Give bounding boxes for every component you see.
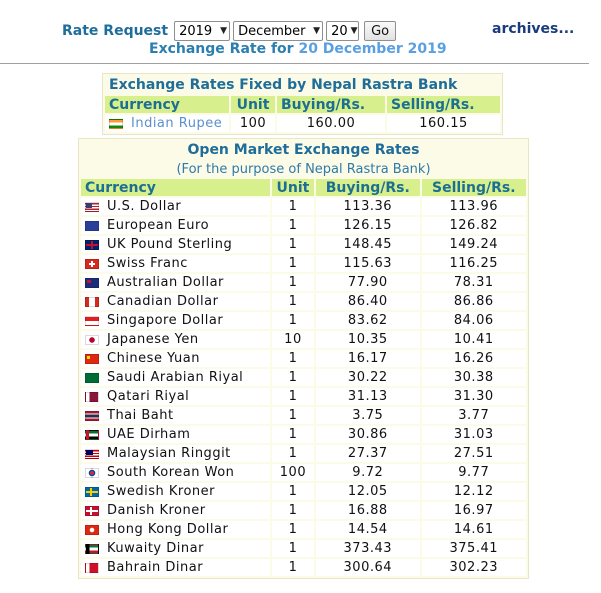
- table-row: [81, 521, 526, 538]
- selling-cell: 27.51: [422, 445, 526, 462]
- selling-cell: 31.03: [422, 426, 526, 443]
- selling-cell: 31.30: [422, 388, 526, 405]
- currency-cell: [81, 331, 270, 348]
- currency-cell: [81, 483, 270, 500]
- buying-cell: 86.40: [316, 293, 419, 310]
- unit-cell: 1: [272, 236, 314, 253]
- selling-cell: 84.06: [422, 312, 526, 329]
- table-row: [81, 198, 526, 215]
- flag-icon: [85, 411, 99, 421]
- fixed-rates-table: [102, 73, 503, 135]
- currency-cell: [81, 369, 270, 386]
- table-header-row: [105, 96, 500, 113]
- currency-name: Kuwaity Dinar: [107, 541, 204, 556]
- year-select[interactable]: [174, 21, 230, 41]
- selling-cell: 16.26: [422, 350, 526, 367]
- flag-icon: [85, 316, 99, 326]
- flag-icon: [85, 278, 99, 288]
- unit-cell: 1: [272, 198, 314, 215]
- india-flag-icon: [109, 119, 123, 129]
- currency-cell: [105, 115, 229, 132]
- selling-cell: 116.25: [422, 255, 526, 272]
- currency-name: UK Pound Sterling: [107, 237, 233, 252]
- currency-name: Canadian Dollar: [107, 294, 219, 309]
- buying-cell: 3.75: [316, 407, 419, 424]
- selling-cell: 113.96: [422, 198, 526, 215]
- subtitle-prefix: Exchange Rate for: [149, 41, 294, 57]
- page-subtitle: [149, 41, 447, 57]
- currency-cell: [81, 559, 270, 576]
- table-row: [81, 540, 526, 557]
- currency-cell: [81, 350, 270, 367]
- open-market-subtitle: (For the purpose of Nepal Rastra Bank): [176, 161, 431, 177]
- day-select[interactable]: [326, 21, 359, 41]
- buying-header: Buying/Rs.: [277, 96, 385, 113]
- flag-icon: [85, 221, 99, 231]
- unit-header: Unit: [272, 179, 314, 196]
- buying-cell: 373.43: [316, 540, 419, 557]
- table-row: [81, 312, 526, 329]
- flag-icon: [85, 449, 99, 459]
- flag-icon: [85, 487, 99, 497]
- currency-name: Swedish Kroner: [107, 484, 216, 499]
- table-row: [81, 369, 526, 386]
- buying-cell: 16.88: [316, 502, 419, 519]
- flag-icon: [85, 525, 99, 535]
- month-select[interactable]: [233, 21, 323, 41]
- buying-cell: 31.13: [316, 388, 419, 405]
- unit-cell: 1: [272, 217, 314, 234]
- currency-name: Bahrain Dinar: [107, 560, 204, 575]
- flag-icon: [85, 544, 99, 554]
- buying-cell: 148.45: [316, 236, 419, 253]
- flag-icon: [85, 335, 99, 345]
- currency-cell: [81, 426, 270, 443]
- buying-header: Buying/Rs.: [316, 179, 419, 196]
- currency-cell: [81, 236, 270, 253]
- chevron-down-icon: ▼: [313, 26, 321, 36]
- selling-cell: 160.15: [387, 115, 500, 132]
- currency-header: Currency: [81, 179, 270, 196]
- currency-cell: [81, 388, 270, 405]
- unit-cell: 1: [272, 388, 314, 405]
- indian-rupee-link[interactable]: Indian Rupee: [131, 116, 223, 131]
- selling-cell: 10.41: [422, 331, 526, 348]
- archives-link[interactable]: archives...: [492, 21, 575, 37]
- table-row: [105, 115, 500, 132]
- table-row: [81, 217, 526, 234]
- currency-cell: [81, 521, 270, 538]
- unit-cell: 1: [272, 369, 314, 386]
- buying-cell: 126.15: [316, 217, 419, 234]
- currency-cell: [81, 502, 270, 519]
- currency-name: Hong Kong Dollar: [107, 522, 229, 537]
- unit-cell: 10: [272, 331, 314, 348]
- table-row: [81, 274, 526, 291]
- currency-cell: [81, 540, 270, 557]
- currency-name: Saudi Arabian Riyal: [107, 370, 244, 385]
- subtitle-date: 20 December 2019: [298, 41, 447, 57]
- flag-icon: [85, 202, 99, 212]
- currency-name: Japanese Yen: [107, 332, 199, 347]
- divider: [0, 63, 589, 64]
- currency-name: South Korean Won: [107, 465, 235, 480]
- buying-cell: 30.86: [316, 426, 419, 443]
- table-row: [81, 350, 526, 367]
- selling-header: Selling/Rs.: [422, 179, 526, 196]
- currency-name: Malaysian Ringgit: [107, 446, 231, 461]
- month-select-value: December: [238, 23, 306, 39]
- selling-cell: 78.31: [422, 274, 526, 291]
- currency-name: UAE Dirham: [107, 427, 191, 442]
- selling-cell: 30.38: [422, 369, 526, 386]
- buying-cell: 115.63: [316, 255, 419, 272]
- currency-name: Chinese Yuan: [107, 351, 200, 366]
- selling-cell: 149.24: [422, 236, 526, 253]
- unit-cell: 1: [272, 293, 314, 310]
- table-row: [81, 445, 526, 462]
- chevron-down-icon: ▼: [350, 26, 358, 36]
- unit-cell: 1: [272, 350, 314, 367]
- buying-cell: 113.36: [316, 198, 419, 215]
- selling-header: Selling/Rs.: [387, 96, 500, 113]
- buying-cell: 83.62: [316, 312, 419, 329]
- buying-cell: 12.05: [316, 483, 419, 500]
- table-row: [81, 293, 526, 310]
- table-row: [81, 331, 526, 348]
- buying-cell: 16.17: [316, 350, 419, 367]
- flag-icon: [85, 259, 99, 269]
- unit-cell: 1: [272, 502, 314, 519]
- currency-name: European Euro: [107, 218, 210, 233]
- go-button[interactable]: Go: [364, 21, 396, 41]
- buying-cell: 30.22: [316, 369, 419, 386]
- flag-icon: [85, 373, 99, 383]
- currency-cell: [81, 198, 270, 215]
- selling-cell: 86.86: [422, 293, 526, 310]
- unit-cell: 100: [231, 115, 275, 132]
- flag-icon: [85, 297, 99, 307]
- currency-cell: [81, 255, 270, 272]
- buying-cell: 14.54: [316, 521, 419, 538]
- flag-icon: [85, 240, 99, 250]
- currency-name: Thai Baht: [107, 408, 174, 423]
- buying-cell: 160.00: [277, 115, 385, 132]
- selling-cell: 302.23: [422, 559, 526, 576]
- unit-cell: 1: [272, 255, 314, 272]
- table-row: [81, 388, 526, 405]
- unit-cell: 1: [272, 521, 314, 538]
- table-row: [81, 255, 526, 272]
- currency-cell: [81, 274, 270, 291]
- unit-cell: 1: [272, 426, 314, 443]
- buying-cell: 77.90: [316, 274, 419, 291]
- flag-icon: [85, 468, 99, 478]
- day-select-value: 20: [331, 23, 348, 39]
- buying-cell: 9.72: [316, 464, 419, 481]
- flag-icon: [85, 430, 99, 440]
- currency-name: U.S. Dollar: [107, 199, 182, 214]
- currency-cell: [81, 312, 270, 329]
- buying-cell: 300.64: [316, 559, 419, 576]
- currency-cell: [81, 293, 270, 310]
- currency-cell: [81, 407, 270, 424]
- selling-cell: 16.97: [422, 502, 526, 519]
- unit-cell: 100: [272, 464, 314, 481]
- currency-name: Danish Kroner: [107, 503, 206, 518]
- currency-name: Singapore Dollar: [107, 313, 224, 328]
- unit-cell: 1: [272, 312, 314, 329]
- rate-request-form: [62, 19, 396, 43]
- unit-cell: 1: [272, 540, 314, 557]
- unit-cell: 1: [272, 559, 314, 576]
- currency-cell: [81, 217, 270, 234]
- selling-cell: 14.61: [422, 521, 526, 538]
- unit-cell: 1: [272, 445, 314, 462]
- currency-name: Australian Dollar: [107, 275, 224, 290]
- buying-cell: 10.35: [316, 331, 419, 348]
- selling-cell: 12.12: [422, 483, 526, 500]
- unit-header: Unit: [231, 96, 275, 113]
- table-row: [81, 236, 526, 253]
- year-select-value: 2019: [179, 23, 213, 39]
- open-market-title: Open Market Exchange Rates: [187, 142, 420, 158]
- currency-cell: [81, 445, 270, 462]
- open-market-table: [78, 138, 529, 579]
- flag-icon: [85, 506, 99, 516]
- currency-header: Currency: [105, 96, 229, 113]
- currency-cell: [81, 464, 270, 481]
- fixed-rates-title: Exchange Rates Fixed by Nepal Rastra Bank: [109, 77, 458, 93]
- table-header-row: [81, 179, 526, 196]
- table-row: [81, 464, 526, 481]
- rate-request-label: Rate Request: [62, 23, 169, 39]
- buying-cell: 27.37: [316, 445, 419, 462]
- table-row: [81, 559, 526, 576]
- flag-icon: [85, 354, 99, 364]
- currency-name: Qatari Riyal: [107, 389, 190, 404]
- selling-cell: 3.77: [422, 407, 526, 424]
- currency-name: Swiss Franc: [107, 256, 188, 271]
- selling-cell: 9.77: [422, 464, 526, 481]
- flag-icon: [85, 563, 99, 573]
- selling-cell: 375.41: [422, 540, 526, 557]
- table-row: [81, 426, 526, 443]
- unit-cell: 1: [272, 407, 314, 424]
- unit-cell: 1: [272, 483, 314, 500]
- table-row: [81, 483, 526, 500]
- chevron-down-icon: ▼: [220, 26, 228, 36]
- table-row: [81, 407, 526, 424]
- table-row: [81, 502, 526, 519]
- selling-cell: 126.82: [422, 217, 526, 234]
- unit-cell: 1: [272, 274, 314, 291]
- flag-icon: [85, 392, 99, 402]
